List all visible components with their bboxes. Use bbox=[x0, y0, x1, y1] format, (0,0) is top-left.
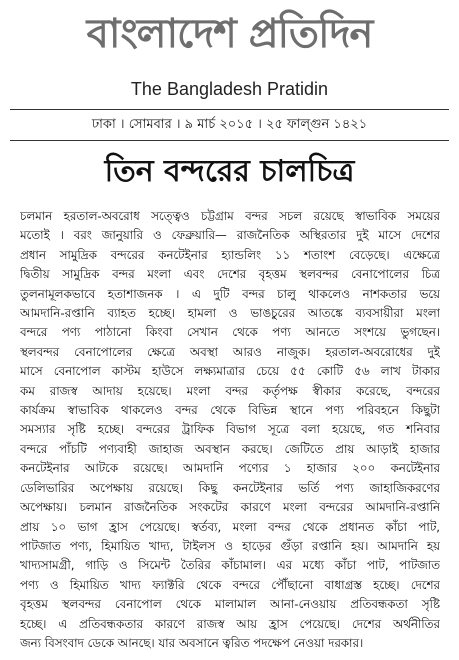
article-body bbox=[20, 207, 440, 657]
article-line: সমস্যার সৃষ্টি হচ্ছে। বন্দরের ট্রাফিক বিভাগ সূত্রে বলা হয়েছে, গত শনিবার bbox=[20, 422, 440, 437]
article-line: প্রায় ১০ ভাগ হ্রাস পেয়েছে। স্বর্তব্য, মংলা বন্দর থেকে প্রধানত কাঁচা পাট, bbox=[20, 519, 440, 534]
masthead bbox=[0, 2, 459, 98]
article-line: জন্য বিসংবাদ ডেকে আনছে। যার অবসানে ত্বরিত পদক্ষেপ নেওয়া দরকার। bbox=[20, 635, 364, 650]
masthead-title-english: The Bangladesh Pratidin bbox=[130, 79, 329, 99]
article-line: চলমান হরতাল-অবরোধ সত্ত্বেও চট্টগ্রাম বন্দর সচল রয়েছে স্বাভাবিক সময়ের bbox=[20, 209, 440, 223]
article-line: অপেক্ষায়। চলমান রাজনৈতিক সংকটের কারণে মংলা বন্দরের আমদানি-রপ্তানি bbox=[20, 500, 440, 515]
dateline-top-rule bbox=[10, 109, 449, 110]
article-line: পণ্য ও হিমায়িত খাদ্য ফ্যাক্টরি থেকে বন্দরে পৌঁছানো বাধাগ্রস্ত হচ্ছে। দেশের bbox=[20, 577, 440, 592]
article-line: পাটজাত পণ্য, হিমায়িত খাদ্য, টাইলস ও হাড়ের গুঁড়া রপ্তানি হয়। আমদানি হয় bbox=[20, 538, 440, 553]
article-line: বন্দরে পণ্য পাঠানো কিংবা সেখান থেকে পণ্য আনতে সংশয়ে ভুগছেন। bbox=[20, 325, 440, 340]
dateline-bottom-rule bbox=[10, 140, 449, 141]
article-line: কম রাজস্ব আদায় হয়েছে। মংলা বন্দর কর্তৃপক্ষ স্বীকার করেছে, বন্দরের bbox=[20, 383, 440, 398]
article-line: হচ্ছে। এ প্রতিবন্ধকতার কারণে রাজস্ব আয় হ্রাস পেয়েছে। দেশের অর্থনীতির bbox=[20, 616, 440, 631]
article-line: মাসে বেনাপোল কাস্টম হাউসে লক্ষ্যমাত্রার চেয়ে ৫৫ কোটি ৫৬ লাখ টাকার bbox=[20, 364, 440, 379]
article-line: তুলনামূলকভাবে হতাশাজনক । এ দুটি বন্দর চালু থাকলেও নাশকতার ভয়ে bbox=[20, 286, 440, 301]
masthead-title-bangla: বাংলাদেশ প্রতিদিন bbox=[86, 11, 373, 57]
article-headline: তিন বন্দরের চালচিত্র bbox=[104, 154, 355, 189]
article-line: ডেলিভারির অপেক্ষায় রয়েছে। কিছু কনটেইনার ভর্তি পণ্য জাহাজিকরণের bbox=[20, 480, 440, 495]
article-line: প্রধান সামুদ্রিক বন্দরের কনটেইনার হ্যান্ডলিং ১১ শতাংশ বেড়েছে। এক্ষেত্রে bbox=[20, 247, 440, 262]
article-line: স্থলবন্দর বেনাপোলের ক্ষেত্রে অবস্থা আরও নাজুক। হরতাল-অবরোধের দুই bbox=[20, 344, 440, 359]
article-line: আমদানি-রপ্তানি ব্যাহত হচ্ছে। হামলা ও ভাঙচুরের আতঙ্কে ব্যবসায়ীরা মংলা bbox=[20, 306, 440, 321]
article-line: খাদ্যসামগ্রী, গাড়ি ও সিমেন্ট তৈরির কাঁচামাল। এর মধ্যে কাঁচা পাট, পাটজাত bbox=[20, 558, 440, 573]
article-line: কার্যক্রম স্বাভাবিক থাকলেও বন্দর থেকে বিভিন্ন স্থানে পণ্য পরিবহনে কিছুটা bbox=[20, 403, 440, 418]
dateline: ঢাকা । সোমবার । ৯ মার্চ ২০১৫ । ২৫ ফাল্গুন ১৪২১ bbox=[91, 117, 368, 132]
article-line: মতোই । বরং জানুয়ারি ও ফেব্রুয়ারি— রাজনৈতিক অস্থিরতার দুই মাসে দেশের bbox=[20, 228, 440, 243]
article-line: কনটেইনার আটকে রয়েছে। আমদানি পণ্যের ১ হাজার ২০০ কনটেইনার bbox=[20, 461, 440, 476]
article-line: দ্বিতীয় সামুদ্রিক বন্দর মংলা এবং দেশের বৃহত্তম স্থলবন্দর বেনাপোলের চিত্র bbox=[20, 267, 440, 282]
article-line: বন্দরে পাঁচটি পণ্যবাহী জাহাজ অবস্থান করছে। জেটিতে প্রায় আড়াই হাজার bbox=[20, 441, 440, 456]
article-line: বৃহত্তম স্থলবন্দর বেনাপোল থেকে মালামাল আনা-নেওয়ায় প্রতিবন্ধকতা সৃষ্টি bbox=[20, 597, 440, 612]
